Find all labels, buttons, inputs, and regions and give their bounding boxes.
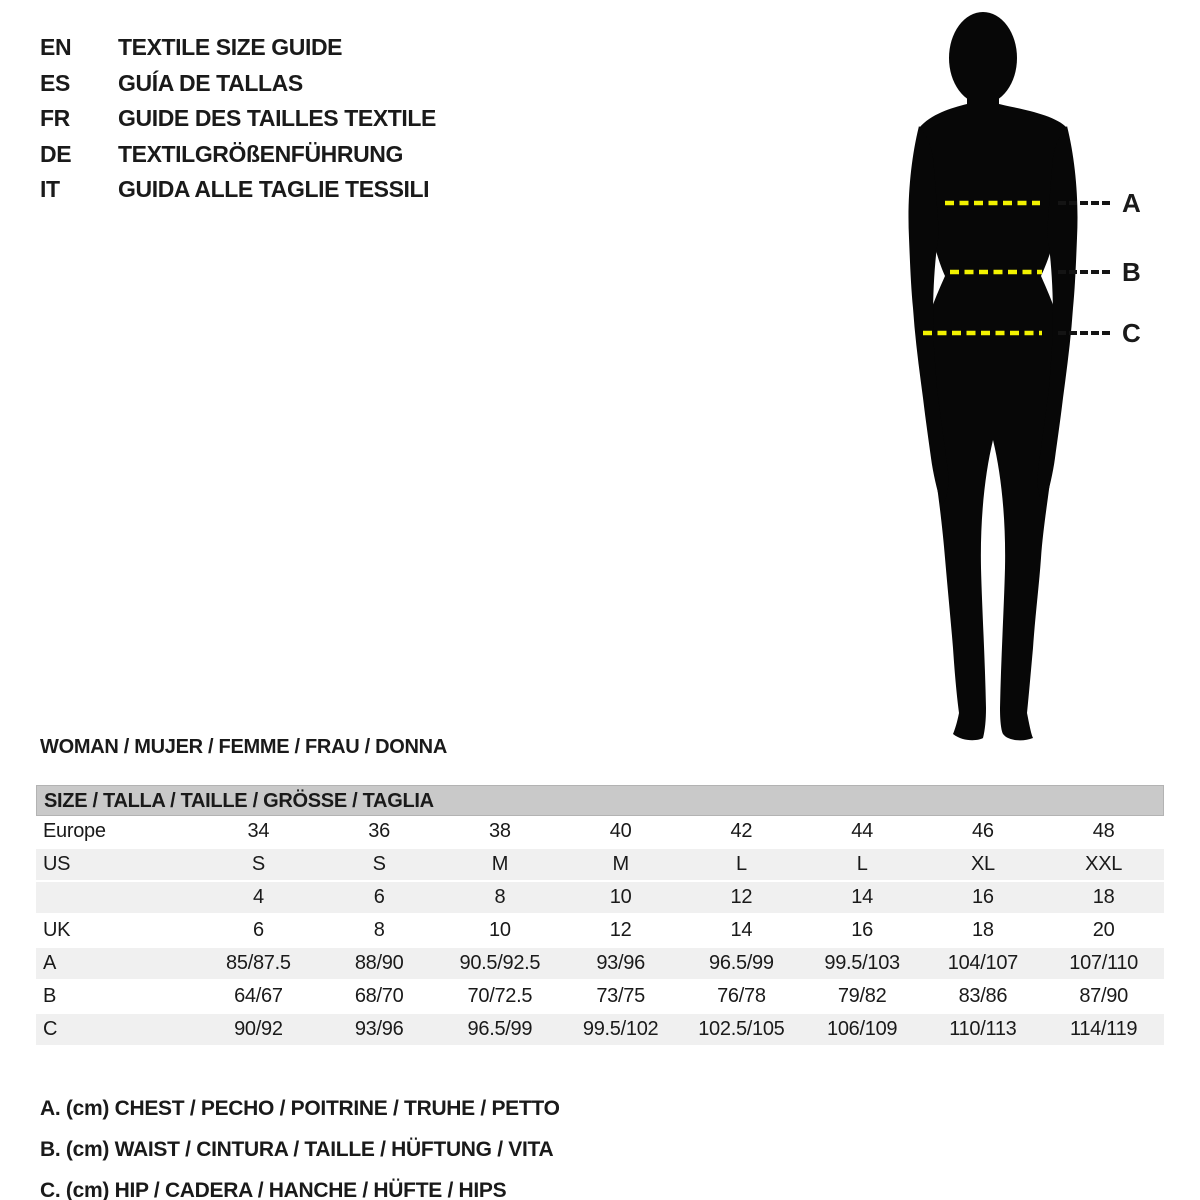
cell: 36 xyxy=(368,820,390,842)
table-row-waist-b xyxy=(36,981,1164,1014)
marker-chest xyxy=(1058,188,1140,218)
row-label xyxy=(36,882,198,913)
woman-silhouette-figure xyxy=(893,8,1093,745)
cell: 96.5/99 xyxy=(709,952,774,974)
cell: L xyxy=(735,853,747,875)
cell: 46 xyxy=(972,820,994,842)
marker-label-a: A xyxy=(1122,187,1141,218)
cell: 106/109 xyxy=(827,1018,898,1040)
legend-chest: A. (cm) CHEST / PECHO / POITRINE / TRUHE / PETTO xyxy=(40,1097,560,1120)
cell: 18 xyxy=(1092,886,1115,908)
cell: 10 xyxy=(609,886,632,908)
marker-label-b: B xyxy=(1122,256,1141,287)
cell: 88/90 xyxy=(354,952,404,974)
cell: 34 xyxy=(247,820,270,842)
cell: 16 xyxy=(851,919,873,941)
cell: 42 xyxy=(730,820,753,842)
language-row-it xyxy=(40,172,436,208)
table-row-us-numeric xyxy=(36,882,1164,915)
cell: 20 xyxy=(1092,919,1115,941)
row-label: US xyxy=(43,853,71,875)
size-table xyxy=(36,785,1164,1047)
cell: 12 xyxy=(730,886,753,908)
row-label: C xyxy=(43,1018,58,1040)
cell: 6 xyxy=(252,919,264,941)
cell: 64/67 xyxy=(234,985,283,1007)
language-code: DE xyxy=(40,140,72,167)
language-row-fr xyxy=(40,101,436,137)
table-row-chest-a xyxy=(36,948,1164,981)
size-table-header: SIZE / TALLA / TAILLE / GRÖSSE / TAGLIA xyxy=(36,785,1164,816)
marker-hip xyxy=(1058,318,1140,348)
cell: 102.5/105 xyxy=(698,1018,785,1040)
section-title-woman: WOMAN / MUJER / FEMME / FRAU / DONNA xyxy=(40,736,447,758)
cell: 76/78 xyxy=(717,985,766,1007)
language-code: IT xyxy=(40,176,60,203)
cell: 90/92 xyxy=(234,1018,283,1040)
table-row-europe xyxy=(36,816,1164,849)
cell: 14 xyxy=(730,919,753,941)
woman-silhouette-icon xyxy=(893,8,1093,745)
cell: 44 xyxy=(851,820,873,842)
cell: 8 xyxy=(373,919,385,941)
cell: XXL xyxy=(1085,853,1123,875)
cell: M xyxy=(612,853,629,875)
cell: 114/119 xyxy=(1070,1018,1138,1040)
leader-line-c xyxy=(1058,331,1110,335)
row-label: A xyxy=(43,952,57,974)
cell: 107/110 xyxy=(1069,952,1138,974)
cell: 96.5/99 xyxy=(467,1018,533,1040)
legend-hip: C. (cm) HIP / CADERA / HANCHE / HÜFTE / HIPS xyxy=(40,1179,507,1200)
language-code: ES xyxy=(40,69,70,96)
cell: 10 xyxy=(489,919,511,941)
cell: 79/82 xyxy=(837,985,887,1007)
cell: 73/75 xyxy=(596,985,645,1007)
table-row-uk xyxy=(36,915,1164,948)
cell: 12 xyxy=(609,919,632,941)
cell: L xyxy=(856,853,868,875)
cell: 70/72.5 xyxy=(467,985,533,1007)
marker-label-c: C xyxy=(1122,317,1141,348)
language-row-de xyxy=(40,137,436,173)
cell: M xyxy=(491,853,509,875)
leader-line-b xyxy=(1058,270,1110,274)
language-row-en xyxy=(40,30,436,66)
cell: 90.5/92.5 xyxy=(459,952,541,974)
leader-line-a xyxy=(1058,201,1110,205)
cell: 99.5/103 xyxy=(824,952,900,974)
cell: 87/90 xyxy=(1079,985,1128,1007)
cell: XL xyxy=(970,853,995,875)
cell: 99.5/102 xyxy=(582,1018,659,1040)
cell: 16 xyxy=(972,886,994,908)
cell: 14 xyxy=(851,886,873,908)
legend-waist: B. (cm) WAIST / CINTURA / TAILLE / HÜFTUNG / VITA xyxy=(40,1138,554,1161)
language-code: EN xyxy=(40,34,72,61)
measurement-legend xyxy=(40,1088,560,1200)
cell: 93/96 xyxy=(354,1018,404,1040)
language-list xyxy=(40,30,436,208)
cell: 104/107 xyxy=(947,952,1018,974)
cell: 48 xyxy=(1092,820,1115,842)
language-code: FR xyxy=(40,105,70,132)
guide-title-es: GUÍA DE TALLAS xyxy=(118,69,303,96)
row-label: UK xyxy=(43,919,71,941)
cell: 8 xyxy=(494,886,506,908)
cell: 68/70 xyxy=(354,985,404,1007)
language-row-es xyxy=(40,66,436,102)
guide-title-en: TEXTILE SIZE GUIDE xyxy=(118,34,343,61)
cell: S xyxy=(251,853,265,875)
guide-title-de: TEXTILGRÖßENFÜHRUNG xyxy=(118,140,403,167)
cell: 4 xyxy=(252,886,264,908)
row-label: Europe xyxy=(43,820,106,842)
cell: 38 xyxy=(489,820,511,842)
cell: 40 xyxy=(609,820,632,842)
guide-title-fr: GUIDE DES TAILLES TEXTILE xyxy=(118,105,436,132)
marker-waist xyxy=(1058,257,1140,287)
cell: 110/113 xyxy=(949,1018,1017,1040)
row-label: B xyxy=(43,985,57,1007)
cell: 18 xyxy=(972,919,994,941)
cell: 85/87.5 xyxy=(226,952,291,974)
cell: 93/96 xyxy=(596,952,645,974)
cell: 83/86 xyxy=(958,985,1008,1007)
table-row-hip-c xyxy=(36,1014,1164,1047)
cell: 6 xyxy=(373,886,385,908)
cell: S xyxy=(372,853,386,875)
guide-title-it: GUIDA ALLE TAGLIE TESSILI xyxy=(118,176,430,203)
table-row-us xyxy=(36,849,1164,882)
